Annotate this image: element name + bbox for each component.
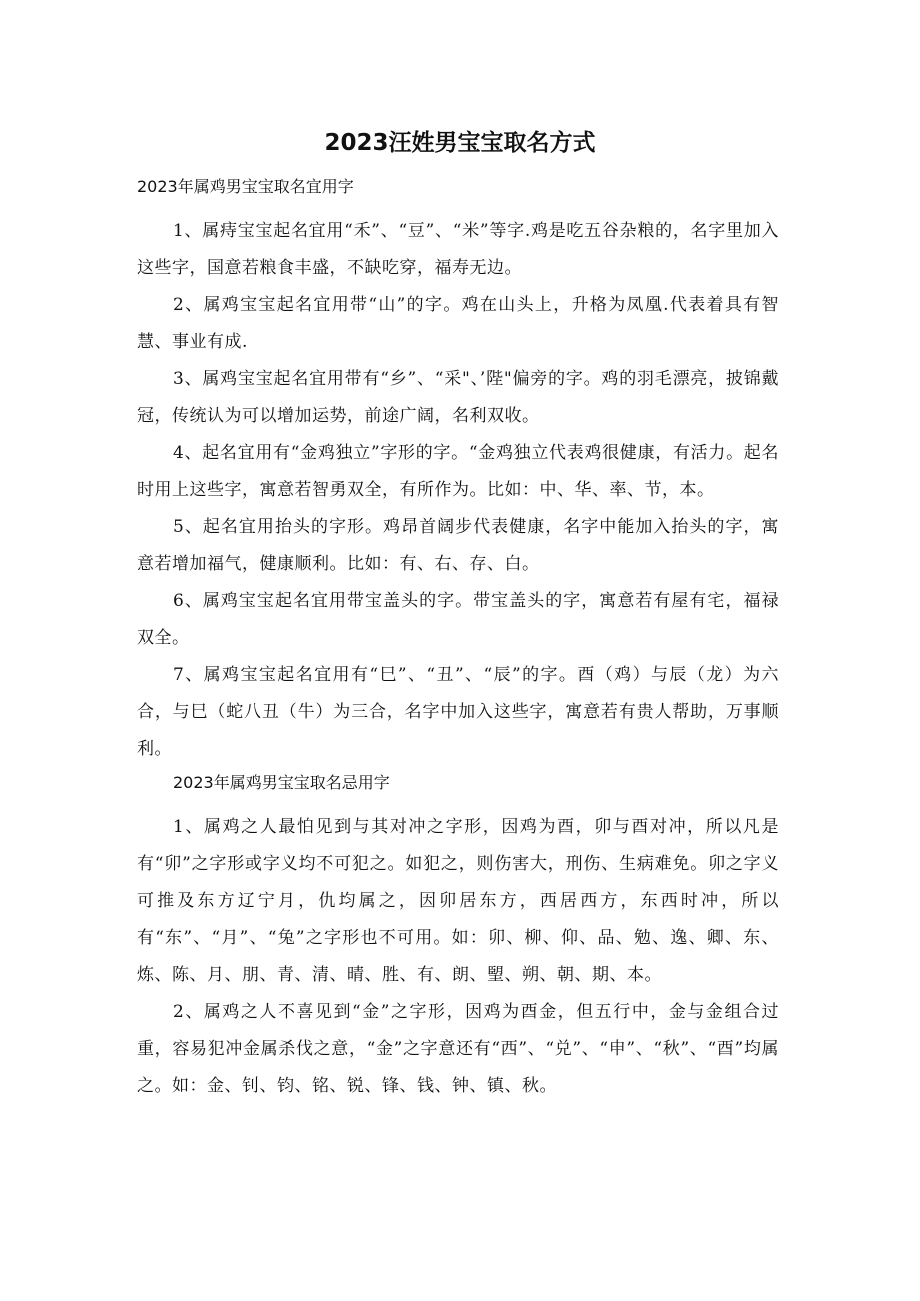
- paragraph-avoid-2: 2、属鸡之人不喜见到“金”之字形，因鸡为酉金，但五行中，金与金组合过重，容易犯冲金属杀伐之意，“金”之字意还有“西”、“兑”、“申”、“秋”、“酉”均属之。如：金、钊、钧、铭、锐、锋、钱、钟、镇、秋。: [137, 1002, 779, 1096]
- section-heading-avoid: 2023年属鸡男宝宝取名忌用字: [173, 773, 390, 792]
- page-title: 2023汪姓男宝宝取名方式: [324, 130, 596, 156]
- document-body: [137, 176, 779, 1105]
- section-heading-suitable: 2023年属鸡男宝宝取名宜用字: [137, 177, 354, 196]
- paragraph-avoid-1: 1、属鸡之人最怕见到与其对冲之字形，因鸡为酉，卯与酉对冲，所以凡是有“卯”之字形或字义均不可犯之。如犯之，则伤害大，刑伤、生病难免。卯之字义可推及东方辽宁月，仇均属之，因卯居东方，西居西方，东西时冲，所以有“东”、“月”、“兔”之字形也不可用。如：卯、柳、仰、品、勉、逸、卿、东、炼、陈、月、朋、青、清、晴、胜、有、朗、朢、朔、朝、期、本。: [137, 817, 779, 985]
- paragraph-suitable-2: 2、属鸡宝宝起名宜用带“山”的字。鸡在山头上，升格为凤凰.代表着具有智慧、事业有成.: [137, 295, 779, 352]
- paragraph-suitable-3: 3、属鸡宝宝起名宜用带有“乡”、“采"、’陛"偏旁的字。鸡的羽毛漂亮，披锦戴冠，传统认为可以增加运势，前途广阔，名利双收。: [137, 369, 779, 426]
- paragraph-suitable-4: 4、起名宜用有“金鸡独立”字形的字。“金鸡独立代表鸡很健康，有活力。起名时用上这些字，寓意若智勇双全，有所作为。比如：中、华、率、节，本。: [137, 443, 779, 500]
- paragraph-suitable-1: 1、属痔宝宝起名宜用“禾”、“豆”、“米”等字.鸡是吃五谷杂粮的，名字里加入这些字，国意若粮食丰盛，不缺吃穿，福寿无边。: [137, 221, 779, 278]
- paragraph-suitable-7: 7、属鸡宝宝起名宜用有“巳”、“丑”、“辰”的字。酉（鸡）与辰（龙）为六合，与巳（蛇八丑（牛）为三合，名字中加入这些字，寓意若有贵人帮助，万事顺利。: [137, 665, 779, 759]
- paragraph-suitable-5: 5、起名宜用抬头的字形。鸡昂首阔步代表健康，名字中能加入抬头的字，寓意若增加福气，健康顺利。比如：有、右、存、白。: [137, 517, 779, 574]
- paragraph-suitable-6: 6、属鸡宝宝起名宜用带宝盖头的字。带宝盖头的字，寓意若有屋有宅，福禄双全。: [137, 591, 779, 648]
